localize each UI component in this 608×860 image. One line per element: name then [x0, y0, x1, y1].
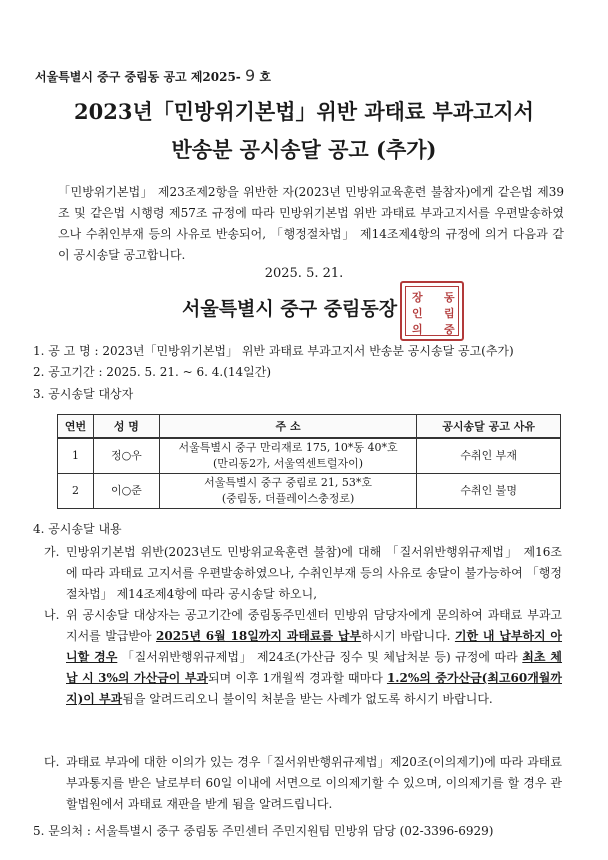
- row-reason: 수취인 불명: [417, 474, 561, 509]
- header-address: 주 소: [159, 415, 416, 439]
- notice-number-prefix: 서울특별시 중구 중림동 공고 제2025-: [35, 70, 241, 84]
- intro-paragraph: 「민방위기본법」 제23조제2항을 위반한 자(2023년 민방위교육훈련 불참자)에게 같은법 제39조 및 같은법 시행령 제57조 규정에 따라 민방위기본법 위반 과태료 부과고지서를 우편발송하였으나 수취인부재 등의 사유로 반송되어, 「행정절차법」 제14조제4항의 규정에 의거 다음과 같이 공시송달 공고합니다.: [58, 185, 564, 262]
- payment-deadline: 2025년 6월 18일까지 과태료를 납부: [156, 629, 362, 643]
- address-line: 서울특별시 중구 만리재로 175, 10*동 40*호: [178, 441, 398, 454]
- address-detail: (만리동2가, 서울역센트럴자이): [213, 457, 364, 470]
- table-header-row: [58, 415, 561, 439]
- address-line: 서울특별시 중구 중림로 21, 53*호: [204, 476, 372, 489]
- item-notice-name: 1. 공 고 명 : 2023년「민방위기본법」 위반 과태료 부과고지서 반송분 공시송달 공고(추가): [33, 344, 514, 358]
- initial-surcharge: 최초 체납 시 3%의 가산금이 부과: [66, 650, 563, 685]
- section-4-item-b: [44, 605, 563, 710]
- item-marker: 가.: [44, 545, 60, 559]
- item-text: 되며 이후 1개월씩 경과할 때마다: [208, 671, 387, 685]
- table-row: [58, 438, 561, 474]
- notice-number-suffix: 호: [259, 70, 271, 84]
- notice-number: [35, 66, 271, 85]
- row-reason: 수취인 부재: [417, 438, 561, 474]
- section-4-item-a: [44, 542, 562, 605]
- official-seal-icon: 동 림 중 장 인 의: [400, 281, 464, 341]
- section-4-item-c: [44, 752, 562, 815]
- row-name: 이○준: [93, 474, 159, 509]
- contact-info: 5. 문의처 : 서울특별시 중구 중림동 주민센터 주민지원팀 민방위 담당 (02-3396-6929): [33, 824, 494, 838]
- target-table: [57, 414, 561, 509]
- item-text: 됨을 알려드리오니 불이익 처분을 받는 사례가 없도록 하시기 바랍니다.: [122, 692, 493, 706]
- non-payment-condition: 기한 내 납부하지 아니할 경우: [66, 629, 563, 664]
- row-no: 1: [58, 438, 94, 474]
- item-text: 「질서위반행위규제법」 제24조(가산금 징수 및 체납처분 등) 규정에 따라: [117, 650, 523, 664]
- header-name: 성 명: [93, 415, 159, 439]
- section-4-title: 4. 공시송달 내용: [33, 522, 122, 536]
- table-row: [58, 474, 561, 509]
- item-text: 위 공시송달 대상자는 공고기간에 중림동주민센터 민방위 담당자에게 문의하여 과태료 부과고지서를 발급받아: [66, 608, 562, 643]
- notice-number-handwritten: 9: [244, 66, 256, 85]
- heavy-surcharge: 1.2%의 중가산금(최고60개월까지)이 부과: [66, 671, 562, 706]
- item-marker: 다.: [44, 755, 60, 769]
- issuing-office: 서울특별시 중구 중림동장: [182, 298, 398, 320]
- item-text: 과태료 부과에 대한 이의가 있는 경우「질서위반행위규제법」제20조(이의제기)에 따라 과태료 부과통지를 받은 날로부터 60일 이내에 서면으로 이의제기할 수 있으며, 이의제기를 할 경우 관할법원에서 과태료 재판을 받게 됨을 알려드립니다.: [66, 755, 562, 811]
- header-no: 연번: [58, 415, 94, 439]
- item-text: 하시기 바랍니다.: [361, 629, 455, 643]
- row-address: [159, 438, 416, 474]
- row-address: [159, 474, 416, 509]
- title-line-1: 2023년「민방위기본법」위반 과태료 부과고지서: [74, 99, 534, 124]
- row-name: 정○우: [93, 438, 159, 474]
- address-detail: (중림동, 더플레이스충정로): [221, 492, 355, 505]
- header-reason: 공시송달 공고 사유: [417, 415, 561, 439]
- item-notice-period: 2. 공고기간 : 2025. 5. 21. ~ 6. 4.(14일간): [33, 365, 272, 379]
- row-no: 2: [58, 474, 94, 509]
- notice-date: 2025. 5. 21.: [264, 266, 344, 281]
- title-line-2: 반송분 공시송달 공고 (추가): [171, 137, 437, 162]
- item-text: 민방위기본법 위반(2023년도 민방위교육훈련 불참)에 대해 「질서위반행위규제법」 제16조에 따라 과태료 고지서를 우편발송하였으나, 수취인부재 등의 사유로 송달이 불가능하여 「행정절차법」 제14조제4항에 따라 공시송달 하오니,: [66, 545, 562, 601]
- item-marker: 나.: [44, 608, 60, 622]
- item-targets: 3. 공시송달 대상자: [33, 387, 134, 401]
